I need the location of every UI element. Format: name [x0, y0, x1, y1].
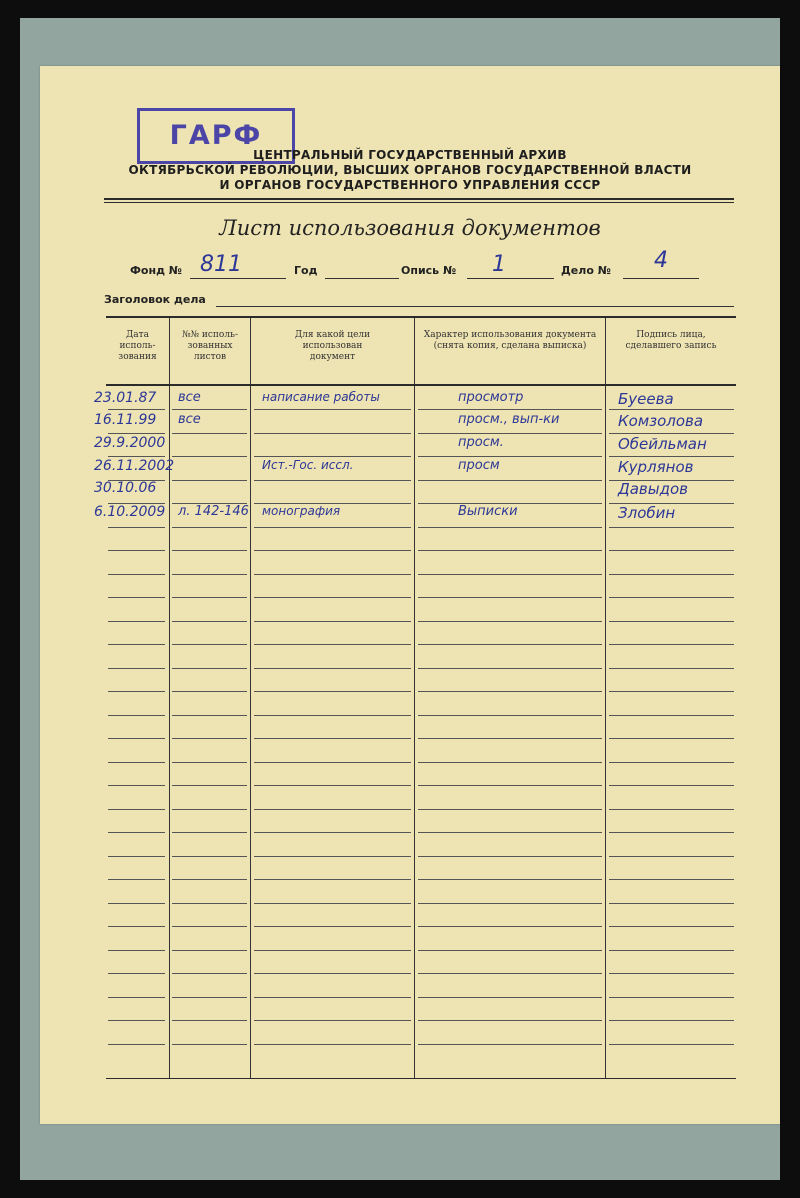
table-row-line	[609, 762, 734, 763]
table-row-line	[609, 738, 734, 739]
fond-value: 811	[200, 252, 242, 277]
header-rule-bottom	[104, 202, 734, 203]
table-row-line	[609, 950, 734, 951]
table-row-line	[254, 480, 411, 481]
entry-signature: Буеева	[618, 390, 674, 408]
table-row-line	[254, 762, 411, 763]
table-row-line	[418, 903, 602, 904]
fond-line	[190, 278, 286, 279]
table-row-line	[254, 879, 411, 880]
table-row-line	[418, 856, 602, 857]
table-row-line	[609, 832, 734, 833]
table-row-line	[609, 691, 734, 692]
header-bottom-rule	[106, 384, 736, 386]
table-row-line	[418, 691, 602, 692]
table-row-line	[418, 433, 602, 434]
table-row-line	[172, 574, 247, 575]
table-row-line	[108, 715, 165, 716]
table-row-line	[254, 997, 411, 998]
table-row-line	[609, 856, 734, 857]
table-row-line	[418, 480, 602, 481]
table-row-line	[108, 574, 165, 575]
table-row-line	[254, 1044, 411, 1045]
table-row-line	[172, 550, 247, 551]
table-row-line	[418, 926, 602, 927]
table-row-line	[108, 597, 165, 598]
entry-date: 6.10.2009	[94, 504, 166, 520]
table-row-line	[254, 809, 411, 810]
header-kind: Характер использования документа (снята копия, сделана выписка)	[423, 330, 597, 351]
god-line	[325, 278, 399, 279]
table-row-line	[418, 668, 602, 669]
table-row-line	[172, 433, 247, 434]
table-row-line	[418, 1020, 602, 1021]
usage-table	[94, 316, 736, 1079]
table-row-line	[108, 762, 165, 763]
entry-signature: Обейльман	[618, 435, 707, 453]
table-row-line	[172, 973, 247, 974]
table-row-line	[418, 738, 602, 739]
document-title: Лист использования документов	[219, 216, 601, 240]
table-row-line	[609, 926, 734, 927]
table-row-line	[172, 1044, 247, 1045]
table-row-line	[418, 456, 602, 457]
table-row-line	[172, 950, 247, 951]
table-row-line	[172, 456, 247, 457]
table-row-line	[418, 409, 602, 410]
table-row-line	[609, 550, 734, 551]
table-row-line	[108, 433, 165, 434]
table-row-line	[254, 668, 411, 669]
table-row-line	[108, 856, 165, 857]
table-row-line	[254, 715, 411, 716]
table-row-line	[108, 691, 165, 692]
heading-label: Заголовок дела	[104, 293, 206, 306]
entry-purpose: написание работы	[262, 390, 380, 404]
table-row-line	[108, 527, 165, 528]
archive-name-line-3: И ОРГАНОВ ГОСУДАРСТВЕННОГО УПРАВЛЕНИЯ СССР	[219, 178, 601, 192]
table-row-line	[172, 668, 247, 669]
entry-purpose: Ист.-Гос. иссл.	[262, 458, 354, 472]
table-row-line	[418, 597, 602, 598]
table-row-line	[254, 597, 411, 598]
table-row-line	[418, 550, 602, 551]
table-row-line	[172, 1020, 247, 1021]
entry-kind: Выписки	[458, 504, 518, 519]
table-row-line	[418, 762, 602, 763]
table-row-line	[254, 832, 411, 833]
table-row-line	[108, 785, 165, 786]
table-row-line	[254, 433, 411, 434]
entry-date: 23.01.87	[94, 390, 157, 406]
table-row-line	[418, 879, 602, 880]
opis-value: 1	[492, 252, 506, 277]
table-row-line	[609, 1044, 734, 1045]
entry-signature: Злобин	[618, 504, 676, 522]
table-row-line	[418, 950, 602, 951]
table-row-line	[418, 527, 602, 528]
column-separator	[414, 318, 415, 1078]
table-row-line	[108, 879, 165, 880]
heading-line	[216, 306, 734, 307]
table-row-line	[609, 621, 734, 622]
entry-date: 16.11.99	[94, 412, 157, 428]
column-separator	[250, 318, 251, 1078]
archive-stamp: ГАРФ	[137, 108, 295, 164]
table-row-line	[254, 926, 411, 927]
table-row-line	[254, 550, 411, 551]
entry-signature: Давыдов	[618, 480, 688, 498]
table-row-line	[172, 785, 247, 786]
table-row-line	[108, 997, 165, 998]
table-row-line	[418, 574, 602, 575]
delo-value: 4	[654, 248, 668, 273]
table-row-line	[418, 997, 602, 998]
table-row-line	[609, 973, 734, 974]
table-row-line	[254, 574, 411, 575]
table-row-line	[254, 738, 411, 739]
header-date: Дата исполь- зования	[118, 330, 157, 362]
fond-label: Фонд №	[130, 264, 183, 277]
entry-kind: просм.	[458, 435, 504, 450]
table-row-line	[609, 456, 734, 457]
table-row-line	[108, 738, 165, 739]
table-row-line	[609, 527, 734, 528]
table-row-line	[172, 903, 247, 904]
table-row-line	[418, 973, 602, 974]
opis-line	[467, 278, 554, 279]
table-row-line	[254, 409, 411, 410]
table-row-line	[254, 527, 411, 528]
entry-sheets: все	[178, 412, 201, 427]
table-row-line	[108, 903, 165, 904]
table-row-line	[172, 879, 247, 880]
table-row-line	[609, 409, 734, 410]
table-row-line	[172, 691, 247, 692]
table-row-line	[418, 785, 602, 786]
table-row-line	[254, 903, 411, 904]
delo-label: Дело №	[561, 264, 611, 277]
entry-purpose: монография	[262, 504, 341, 518]
table-row-line	[172, 832, 247, 833]
table-row-line	[418, 644, 602, 645]
table-row-line	[609, 879, 734, 880]
table-row-line	[108, 621, 165, 622]
table-row-line	[172, 738, 247, 739]
opis-label: Опись №	[401, 264, 457, 277]
table-row-line	[254, 691, 411, 692]
table-row-line	[609, 715, 734, 716]
table-row-line	[172, 926, 247, 927]
entry-date: 29.9.2000	[94, 435, 166, 451]
column-separator	[169, 318, 170, 1078]
table-row-line	[172, 809, 247, 810]
table-row-line	[254, 621, 411, 622]
table-row-line	[172, 527, 247, 528]
table-row-line	[172, 715, 247, 716]
document-sheet	[40, 66, 780, 1124]
table-row-line	[172, 762, 247, 763]
table-row-line	[172, 644, 247, 645]
table-row-line	[172, 409, 247, 410]
table-row-line	[609, 785, 734, 786]
entry-signature: Комзолова	[618, 412, 704, 430]
table-row-line	[254, 973, 411, 974]
entry-date: 26.11.2002	[94, 458, 175, 474]
table-row-line	[254, 1020, 411, 1021]
table-row-line	[172, 597, 247, 598]
entry-sheets: все	[178, 390, 201, 405]
entry-sheets: л. 142-146	[178, 504, 249, 519]
table-row-line	[609, 997, 734, 998]
table-row-line	[254, 856, 411, 857]
table-row-line	[108, 668, 165, 669]
table-row-line	[609, 809, 734, 810]
table-row-line	[254, 644, 411, 645]
table-row-line	[108, 950, 165, 951]
table-row-line	[254, 785, 411, 786]
table-row-line	[172, 856, 247, 857]
table-row-line	[418, 809, 602, 810]
entry-kind: просм., вып-ки	[458, 412, 560, 427]
table-row-line	[418, 832, 602, 833]
table-row-line	[609, 597, 734, 598]
table-row-line	[108, 926, 165, 927]
archive-name-line-2: ОКТЯБРЬСКОЙ РЕВОЛЮЦИИ, ВЫСШИХ ОРГАНОВ ГОСУДАРСТВЕННОЙ ВЛАСТИ	[128, 163, 692, 177]
table-row-line	[609, 574, 734, 575]
entry-kind: просм	[458, 458, 500, 473]
table-row-line	[108, 1020, 165, 1021]
header-rule-top	[104, 198, 734, 200]
table-row-line	[108, 809, 165, 810]
header-purpose: Для какой цели использован документ	[294, 330, 371, 362]
table-row-line	[609, 433, 734, 434]
table-row-line	[418, 715, 602, 716]
table-row-line	[172, 480, 247, 481]
table-row-line	[172, 997, 247, 998]
archive-name-line-1: ЦЕНТРАЛЬНЫЙ ГОСУДАРСТВЕННЫЙ АРХИВ	[253, 148, 567, 162]
god-label: Год	[294, 264, 318, 277]
table-row-line	[108, 973, 165, 974]
table-row-line	[108, 644, 165, 645]
table-row-line	[108, 456, 165, 457]
column-separator	[605, 318, 606, 1078]
table-row-line	[254, 456, 411, 457]
table-row-line	[609, 1020, 734, 1021]
table-row-line	[108, 832, 165, 833]
table-row-line	[418, 621, 602, 622]
entry-date: 30.10.06	[94, 480, 157, 496]
table-row-line	[609, 903, 734, 904]
table-row-line	[609, 644, 734, 645]
table-row-line	[108, 409, 165, 410]
table-row-line	[254, 950, 411, 951]
delo-line	[623, 278, 699, 279]
table-row-line	[108, 550, 165, 551]
entry-signature: Курлянов	[618, 458, 694, 476]
table-row-line	[172, 621, 247, 622]
header-sheets: №№ исполь- зованных листов	[181, 330, 238, 362]
table-row-line	[108, 1044, 165, 1045]
table-row-line	[418, 1044, 602, 1045]
header-signature: Подпись лица, сделавшего запись	[625, 330, 717, 351]
entry-kind: просмотр	[458, 390, 524, 405]
table-row-line	[609, 668, 734, 669]
